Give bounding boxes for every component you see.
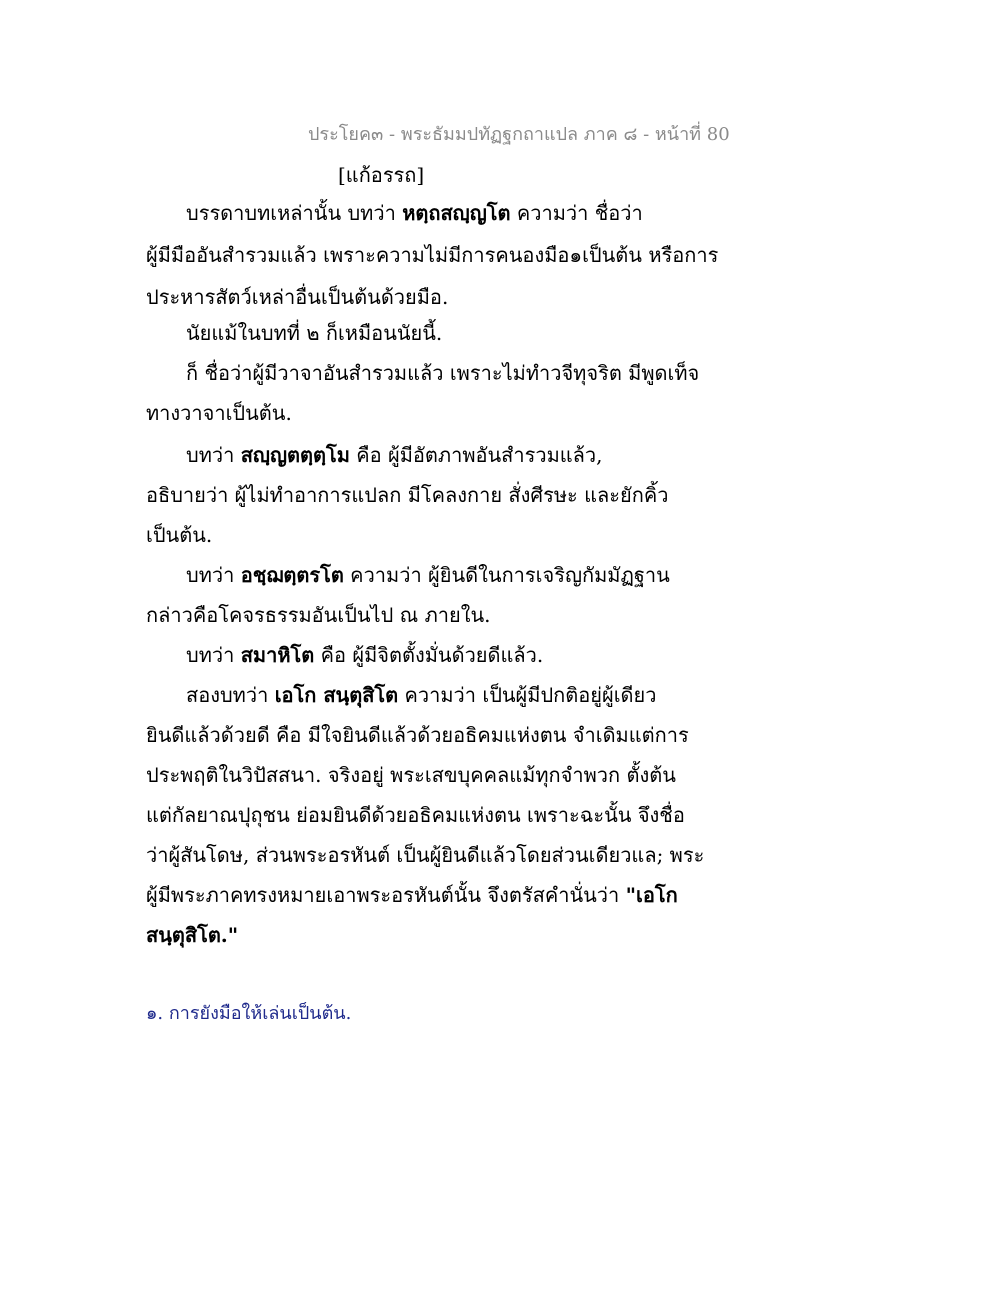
paragraph-line: ผู้มีพระภาคทรงหมายเอาพระอรหันต์นั้น จึงตรัสคำนั่นว่า "เอโก xyxy=(146,883,678,907)
paragraph-line: ผู้มีมืออันสำรวมแล้ว เพราะความไม่มีการคนองมือ๑เป็นต้น หรือการ xyxy=(146,243,719,267)
paragraph-line: ก็ ชื่อว่าผู้มีวาจาอันสำรวมแล้ว เพราะไม่ทำวจีทุจริต มีพูดเท็จ xyxy=(186,361,700,385)
footnote: ๑. การยังมือให้เล่นเป็นต้น. xyxy=(146,1003,352,1024)
paragraph-line xyxy=(146,920,238,950)
paragraph-line: บรรดาบทเหล่านั้น บทว่า หตฺถสญฺญโต ความว่า ชื่อว่า xyxy=(186,201,643,225)
pali-term: สญฺญตตฺตฺโม xyxy=(240,443,350,467)
paragraph-line: ประหารสัตว์เหล่าอื่นเป็นต้นด้วยมือ. xyxy=(146,285,449,309)
paragraph-line: บทว่า อชฺฌตฺตรโต ความว่า ผู้ยินดีในการเจริญกัมมัฏฐาน xyxy=(186,563,670,587)
pali-term: หตฺถสญฺญโต xyxy=(402,201,511,225)
paragraph-line: สองบทว่า เอโก สนฺตุสิโต ความว่า เป็นผู้มีปกติอยู่ผู้เดียว xyxy=(186,683,657,707)
pali-term: อชฺฌตฺตรโต xyxy=(240,563,344,587)
pali-term: สมาหิโต xyxy=(240,643,315,667)
paragraph-line: กล่าวคือโคจรธรรมอันเป็นไป ณ ภายใน. xyxy=(146,603,491,627)
pali-term: เอโก สนฺตุสิโต xyxy=(274,683,399,707)
section-heading: [แก้อรรถ] xyxy=(338,163,425,187)
pali-term: สนฺตุสิโต." xyxy=(146,923,239,947)
paragraph-line: บทว่า สมาหิโต คือ ผู้มีจิตตั้งมั่นด้วยดีแล้ว. xyxy=(186,643,544,667)
paragraph-line: ทางวาจาเป็นต้น. xyxy=(146,401,292,425)
paragraph-line: ยินดีแล้วด้วยดี คือ มีใจยินดีแล้วด้วยอธิคมแห่งตน จำเดิมแต่การ xyxy=(146,723,689,747)
paragraph-line: แต่กัลยาณปุถุชน ย่อมยินดีด้วยอธิคมแห่งตน เพราะฉะนั้น จึงชื่อ xyxy=(146,803,685,827)
paragraph-line: อธิบายว่า ผู้ไม่ทำอาการแปลก มีโคลงกาย สั่งศีรษะ และยักคิ้ว xyxy=(146,483,669,507)
paragraph-line: ว่าผู้สันโดษ, ส่วนพระอรหันต์ เป็นผู้ยินดีแล้วโดยส่วนเดียวแล; พระ xyxy=(146,843,705,867)
paragraph-line: นัยแม้ในบทที่ ๒ ก็เหมือนนัยนี้. xyxy=(186,321,443,345)
page-header: ประโยค๓ - พระธัมมปทัฏฐกถาแปล ภาค ๘ - หน้าที่ 80 xyxy=(308,124,730,145)
pali-term: "เอโก xyxy=(625,883,678,907)
paragraph-line: บทว่า สญฺญตตฺตฺโม คือ ผู้มีอัตภาพอันสำรวมแล้ว, xyxy=(186,443,603,467)
paragraph-line: เป็นต้น. xyxy=(146,523,213,547)
paragraph-line: ประพฤติในวิปัสสนา. จริงอยู่ พระเสขบุคคลแม้ทุกจำพวก ตั้งต้น xyxy=(146,763,676,787)
